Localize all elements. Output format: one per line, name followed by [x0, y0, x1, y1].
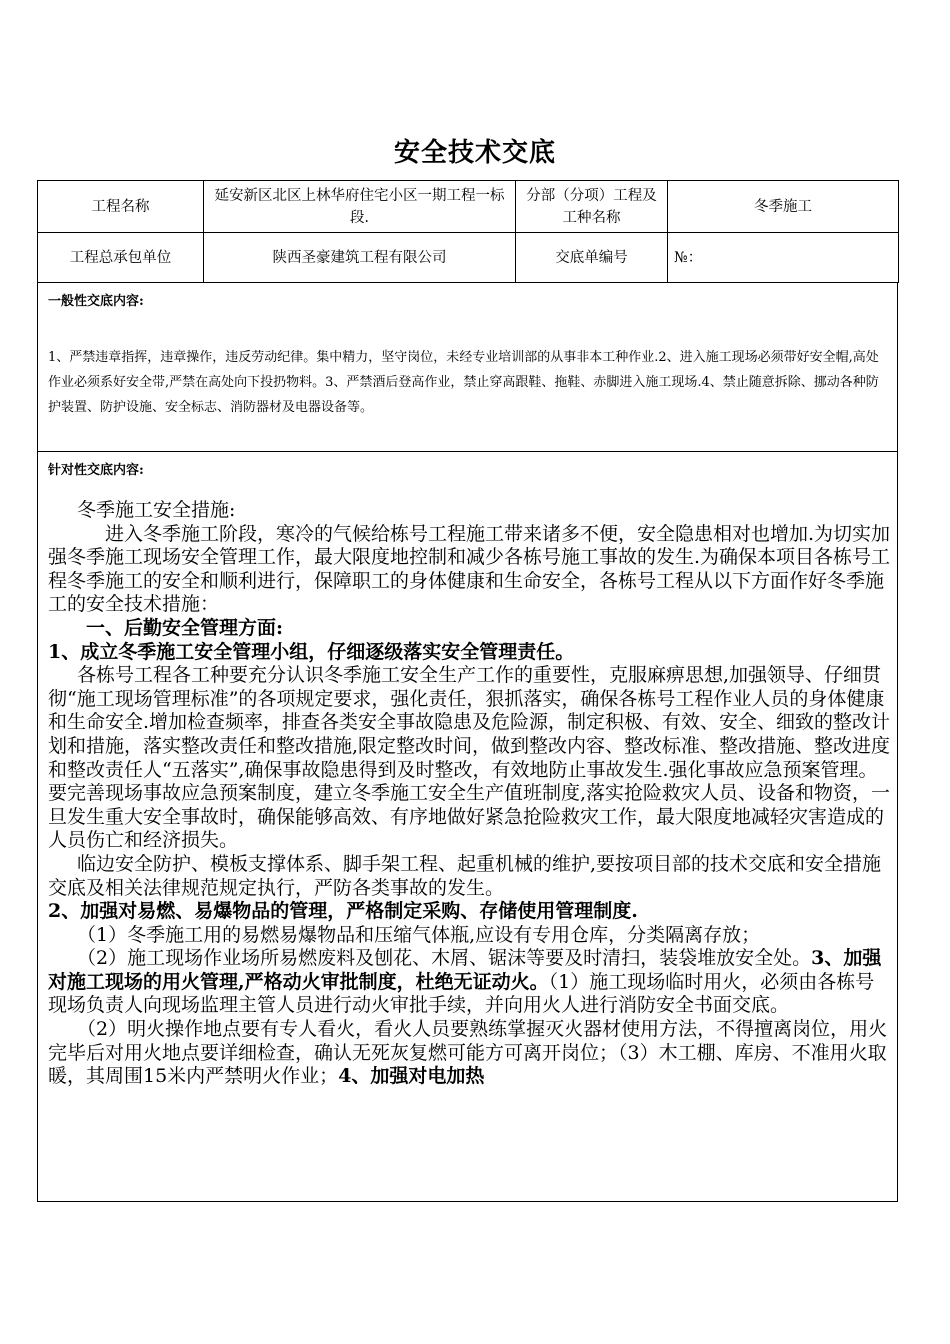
- page-title: 安全技术交底: [393, 138, 556, 168]
- measures-heading: 冬季施工安全措施:: [77, 499, 236, 521]
- paragraph-5-text: （2）明火操作地点要有专人看火，看火人员要熟练掌握灭火器材使用方法，不得擅离岗位，用火完毕后对用火地点要详细检查，确认无死灰复燃可能方可离开岗位；（3）木工棚、库房、不准用火取暖，其周围15米内严禁明火作业；: [48, 1018, 888, 1088]
- paragraph-4a: （2）施工现场作业场所易燃废料及刨花、木屑、锯沫等要及时清扫，装袋堆放安全处。: [77, 947, 812, 970]
- paragraph-4: [48, 947, 891, 1018]
- general-text: 1、严禁违章指挥，违章操作，违反劳动纪律。集中精力，坚守岗位，未经专业培训部的从事非本工种作业.2、进入施工现场必须带好安全帽,高处作业必须系好安全带,严禁在高处向下投扔物料。3、严禁酒后登高作业，禁止穿高跟鞋、拖鞋、赤脚进入施工现场.4、禁止随意拆除、挪动各种防护装置、防护设施、安全标志、消防器材及电器设备等。: [48, 350, 879, 415]
- specific-label: 针对性交底内容:: [48, 463, 144, 478]
- item-heading-4: 4、加强对电加热: [338, 1065, 485, 1088]
- doc-no-label: 交底单编号: [516, 233, 668, 283]
- general-section: [37, 282, 898, 452]
- paragraph-2: 临边安全防护、模板支撑体系、脚手架工程、起重机械的维护,要按项目部的技术交底和安全措施交底及相关法律规范规定执行，严防各类事故的发生。: [48, 852, 882, 899]
- item-heading-1: 1、成立冬季施工安全管理小组，仔细逐级落实安全管理责任。: [48, 640, 575, 663]
- specific-section: [37, 451, 898, 1202]
- paragraph-3: （1）冬季施工用的易燃易爆物品和压缩气体瓶,应设有专用仓库，分类隔离存放；: [77, 923, 761, 946]
- item-heading-3: 3、加强对施工现场的用火管理,严格动火审批制度，杜绝无证动火。: [48, 947, 882, 993]
- paragraph-4b: （1）施工现场临时用火，必须由各栋号现场负责人向现场监理主管人员进行动火审批手续，并向用火人进行消防安全书面交底。: [48, 970, 875, 1017]
- doc-no-value: №：: [668, 233, 899, 283]
- paragraph-1: 各栋号工程各工种要充分认识冬季施工安全生产工作的重要性，克服麻痹思想,加强领导、仔细贯彻“施工现场管理标准”的各项规定要求，强化责任，狠抓落实，确保各栋号工程作业人员的身体健康和生命安全.增加检查频率，排查各类安全事故隐患及危险源，制定积极、有效、安全、细致的整改计划和措施，落实整改责任和整改措施,限定整改时间，做到整改内容、整改标准、整改措施、整改进度和整改责任人“五落实”,确保事故隐患得到及时整改，有效地防止事故发生.强化事故应急预案管理。要完善现场事故应急预案制度，建立冬季施工安全生产值班制度,落实抢险救灾人员、设备和物资，一旦发生重大安全事故时，确保能够高效、有序地做好紧急抢险救灾工作，最大限度地减轻灾害造成的人员伤亡和经济损失。: [48, 664, 891, 852]
- header-table: [37, 180, 899, 283]
- subproject-value: 冬季施工: [668, 181, 899, 233]
- contractor-label: 工程总承包单位: [38, 233, 204, 283]
- section-heading-1: 一、后勤安全管理方面:: [86, 616, 284, 639]
- general-label: 一般性交底内容:: [48, 294, 144, 309]
- item-heading-2: 2、加强对易燃、易爆物品的管理，严格制定采购、存储使用管理制度.: [48, 900, 638, 923]
- paragraph-5: [48, 1018, 891, 1089]
- specific-body: [48, 499, 891, 1089]
- contractor-value: 陕西圣豪建筑工程有限公司: [204, 233, 516, 283]
- project-name-label: 工程名称: [38, 181, 204, 233]
- subproject-label: 分部（分项）工程及工种名称: [516, 181, 668, 233]
- project-name-value: 延安新区北区上林华府住宅小区一期工程一标段.: [204, 181, 516, 233]
- intro-paragraph: 进入冬季施工阶段，寒冷的气候给栋号工程施工带来诸多不便，安全隐患相对也增加.为切实加强冬季施工现场安全管理工作，最大限度地控制和减少各栋号施工事故的发生.为确保本项目各栋号工程冬季施工的安全和顺利进行，保障职工的身体健康和生命安全，各栋号工程从以下方面作好冬季施工的安全技术措施：: [48, 522, 891, 616]
